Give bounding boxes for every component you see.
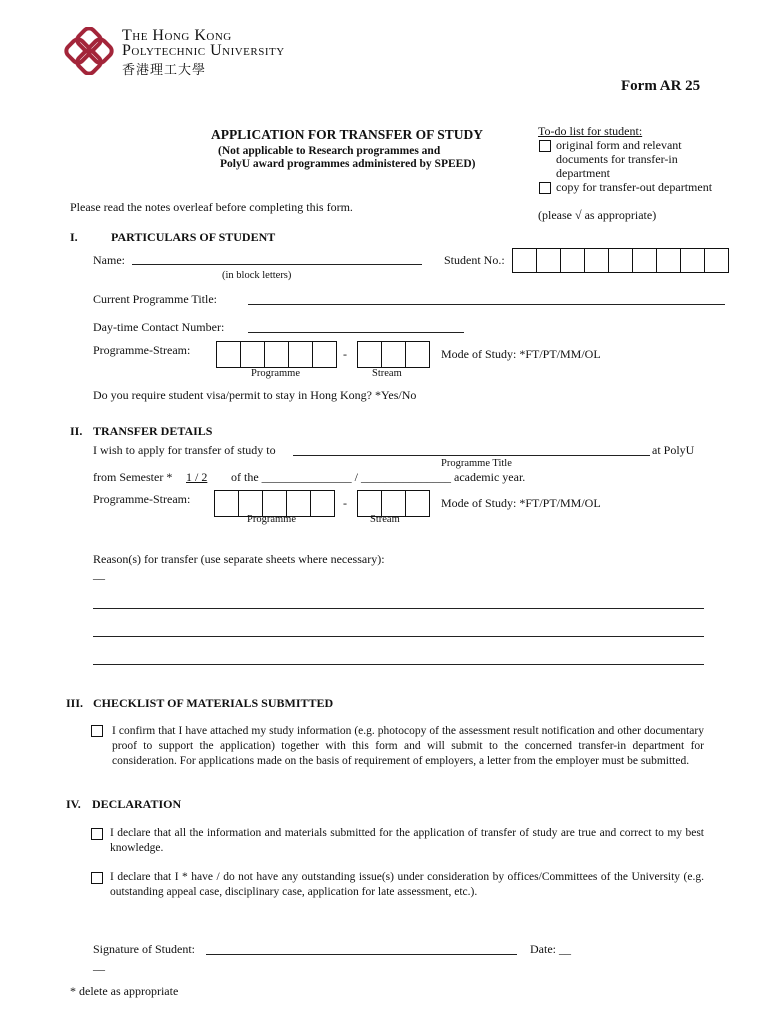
at-polyu-text: at PolyU bbox=[652, 443, 695, 457]
new-stream-caption: Stream bbox=[370, 514, 400, 525]
programme-title-caption: Programme Title bbox=[441, 458, 512, 469]
stream-caption: Stream bbox=[372, 368, 402, 379]
section2-number: II. bbox=[70, 424, 83, 438]
mode-of-study-label: Mode of Study: *FT/PT/MM/OL bbox=[441, 347, 601, 361]
form-subtitle-line1: (Not applicable to Research programmes and bbox=[218, 145, 441, 157]
reasons-line-3[interactable] bbox=[93, 664, 704, 665]
programme-caption: Programme bbox=[251, 368, 300, 379]
todo-item2: copy for transfer-out department bbox=[556, 180, 713, 194]
stream-code-field[interactable] bbox=[357, 341, 430, 368]
todo-item1-line3: department bbox=[556, 166, 610, 180]
declaration1-checkbox[interactable] bbox=[91, 828, 103, 840]
section1-title: PARTICULARS OF STUDENT bbox=[111, 230, 276, 244]
block-letters-note: (in block letters) bbox=[222, 270, 292, 281]
signature-field[interactable] bbox=[206, 954, 517, 955]
student-no-field[interactable] bbox=[512, 248, 729, 273]
footnote: * delete as appropriate bbox=[70, 984, 179, 998]
signature-label: Signature of Student: bbox=[93, 942, 195, 956]
todo-original-checkbox[interactable] bbox=[539, 140, 551, 152]
new-programme-caption: Programme bbox=[247, 514, 296, 525]
section1-number: I. bbox=[70, 230, 78, 244]
transfer-programme-field[interactable] bbox=[293, 455, 650, 456]
semester-options[interactable]: 1 / 2 bbox=[186, 470, 208, 484]
academic-year-field[interactable]: of the _______________ / _______________ academic year. bbox=[231, 470, 526, 484]
current-programme-field[interactable] bbox=[248, 304, 725, 305]
new-programme-code-field[interactable] bbox=[214, 490, 335, 517]
todo-note: (please √ as appropriate) bbox=[538, 208, 657, 222]
todo-item1-line2: documents for transfer-in bbox=[556, 152, 678, 166]
university-name-chinese: 香港理工大學 bbox=[122, 63, 207, 78]
new-programme-stream-dash: - bbox=[343, 496, 347, 510]
todo-heading: To-do list for student: bbox=[538, 124, 643, 138]
new-mode-of-study-label: Mode of Study: *FT/PT/MM/OL bbox=[441, 496, 601, 510]
student-no-label: Student No.: bbox=[444, 253, 505, 267]
programme-code-field[interactable] bbox=[216, 341, 337, 368]
reasons-line-2[interactable] bbox=[93, 636, 704, 637]
name-label: Name: bbox=[93, 253, 125, 267]
form-title: APPLICATION FOR TRANSFER OF STUDY bbox=[211, 127, 484, 142]
name-field[interactable] bbox=[132, 264, 422, 265]
todo-item1-line1: original form and relevant bbox=[556, 138, 682, 152]
section3-number: III. bbox=[66, 696, 84, 710]
declaration2-text: I declare that I * have / do not have any outstanding issue(s) under consideration by offices/Committees of the University (e.g. outstanding appeal case, disciplinary case, application for late assessment, etc.). bbox=[110, 871, 704, 898]
new-programme-stream-label: Programme-Stream: bbox=[93, 492, 191, 506]
date-field[interactable]: Date: __ bbox=[530, 942, 571, 956]
checklist-text: I confirm that I have attached my study information (e.g. photocopy of the assessment result notification and other documentary proof to support the application) together with this form and will submit to the concerned transfer-in department for consideration. For applications made on the basis of requirement of employers, a letter from the employer must be submitted. bbox=[112, 725, 704, 767]
checklist-checkbox[interactable] bbox=[91, 725, 103, 737]
section3-title: CHECKLIST OF MATERIALS SUBMITTED bbox=[93, 696, 334, 710]
visa-question: Do you require student visa/permit to stay in Hong Kong? *Yes/No bbox=[93, 388, 417, 402]
transfer-wish-text: I wish to apply for transfer of study to bbox=[93, 443, 276, 457]
reasons-dash: __ bbox=[93, 567, 105, 581]
polyu-logo-icon bbox=[64, 27, 114, 75]
university-name-line1: The Hong Kong bbox=[122, 27, 232, 44]
reasons-line-1[interactable] bbox=[93, 608, 704, 609]
form-number: Form AR 25 bbox=[621, 78, 701, 94]
programme-stream-dash: - bbox=[343, 347, 347, 361]
declaration2-checkbox[interactable] bbox=[91, 872, 103, 884]
form-subtitle-line2: PolyU award programmes administered by SPEED) bbox=[220, 158, 476, 170]
current-programme-label: Current Programme Title: bbox=[93, 292, 217, 306]
section4-title: DECLARATION bbox=[92, 797, 182, 811]
from-semester-label: from Semester * bbox=[93, 470, 173, 484]
reasons-label: Reason(s) for transfer (use separate sheets where necessary): bbox=[93, 552, 385, 566]
intro-text: Please read the notes overleaf before completing this form. bbox=[70, 200, 353, 214]
todo-copy-checkbox[interactable] bbox=[539, 182, 551, 194]
section2-title: TRANSFER DETAILS bbox=[93, 424, 213, 438]
programme-stream-label: Programme-Stream: bbox=[93, 343, 191, 357]
university-name-line2: Polytechnic University bbox=[122, 42, 285, 59]
section4-number: IV. bbox=[66, 797, 81, 811]
declaration1-text: I declare that all the information and materials submitted for the application of transfer of study are true and correct to my best knowledge. bbox=[110, 827, 704, 854]
signature-dash: __ bbox=[93, 958, 105, 972]
contact-number-field[interactable] bbox=[248, 332, 464, 333]
new-stream-code-field[interactable] bbox=[357, 490, 430, 517]
contact-number-label: Day-time Contact Number: bbox=[93, 320, 225, 334]
